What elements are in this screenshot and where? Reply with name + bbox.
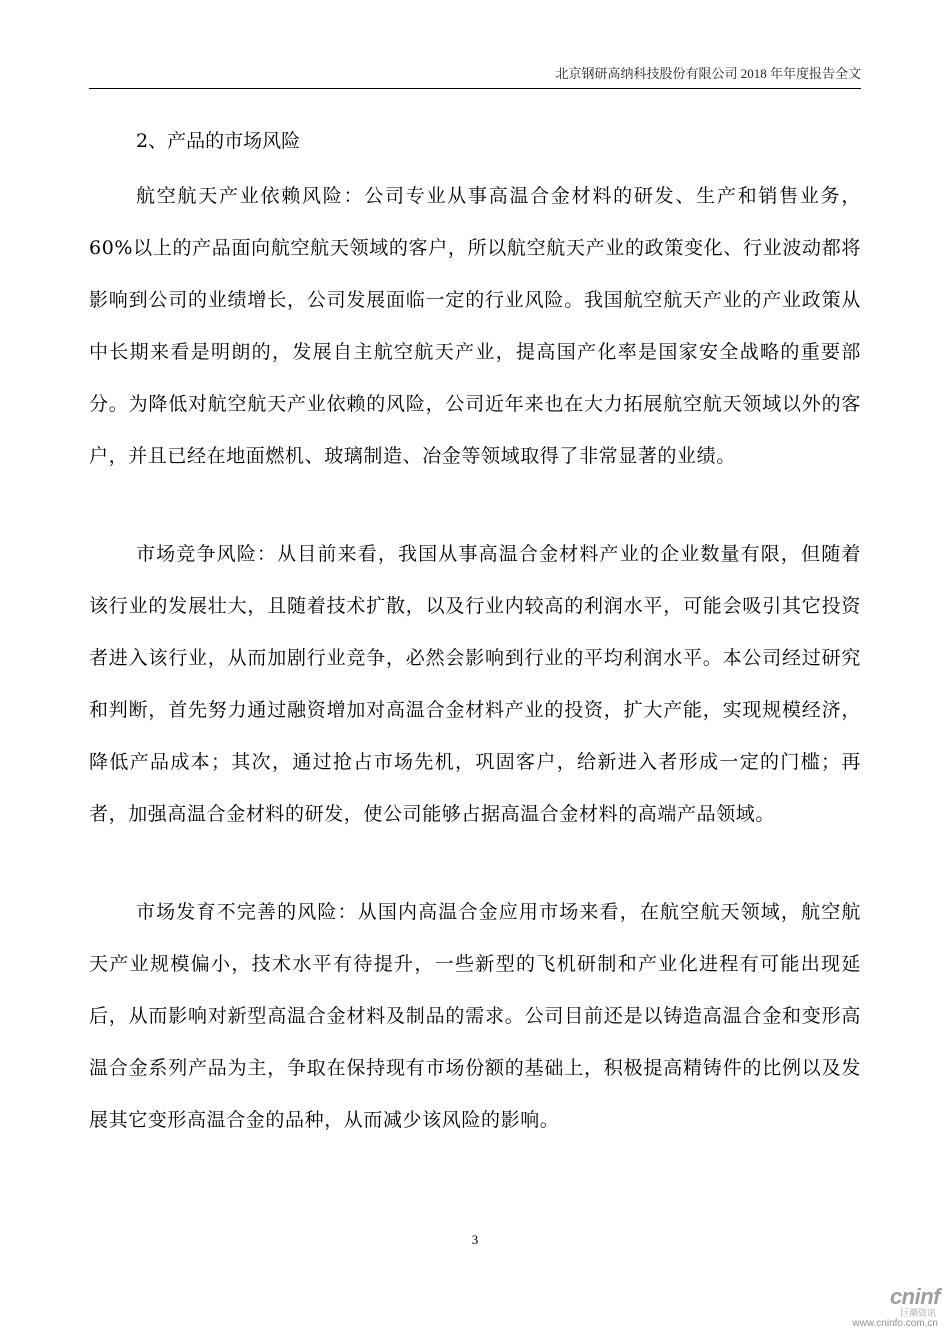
cninfo-url: www.cninfo.com.cn: [852, 1318, 938, 1329]
paragraph-immature-market-risk: 市场发育不完善的风险：从国内高温合金应用市场来看，在航空航天领域，航空航天产业规模偏小，技术水平有待提升，一些新型的飞机研制和产业化进程有可能出现延后，从而影响对新型高温合金材料及制品的需求。公司目前还是以铸造高温合金和变形高温合金系列产品为主，争取在保持现有市场份额的基础上，积极提高精铸件的比例以及发展其它变形高温合金的品种，从而减少该风险的影响。: [89, 901, 861, 1131]
section-heading: 2、产品的市场风险: [136, 130, 301, 152]
header-divider: [89, 88, 861, 89]
paragraph-market-competition-risk: 市场竞争风险：从目前来看，我国从事高温合金材料产业的企业数量有限，但随着该行业的发展壮大，且随着技术扩散，以及行业内较高的利润水平，可能会吸引其它投资者进入该行业，从而加剧行业竞争，必然会影响到行业的平均利润水平。本公司经过研究和判断，首先努力通过融资增加对高温合金材料产业的投资，扩大产能，实现规模经济，降低产品成本；其次，通过抢占市场先机，巩固客户，给新进入者形成一定的门槛；再者，加强高温合金材料的研发，使公司能够占据高温合金材料的高端产品领域。: [89, 543, 861, 825]
cninfo-logo: cninf: [889, 1284, 940, 1309]
paragraph-aerospace-dependency-risk: 航空航天产业依赖风险：公司专业从事高温合金材料的研发、生产和销售业务，60%以上的产品面向航空航天领域的客户，所以航空航天产业的政策变化、行业波动都将影响到公司的业绩增长，公司发展面临一定的行业风险。我国航空航天产业的产业政策从中长期来看是明朗的，发展自主航空航天产业，提高国产化率是国家安全战略的重要部分。为降低对航空航天产业依赖的风险，公司近年来也在大力拓展航空航天领域以外的客户，并且已经在地面燃机、玻璃制造、冶金等领域取得了非常显著的业绩。: [89, 185, 861, 467]
cninfo-chinese-name: 巨潮资讯: [899, 1309, 936, 1319]
cninfo-watermark: [840, 1280, 940, 1336]
running-header: 北京钢研高纳科技股份有限公司 2018 年年度报告全文: [555, 66, 861, 81]
page-number: 3: [471, 1232, 479, 1247]
